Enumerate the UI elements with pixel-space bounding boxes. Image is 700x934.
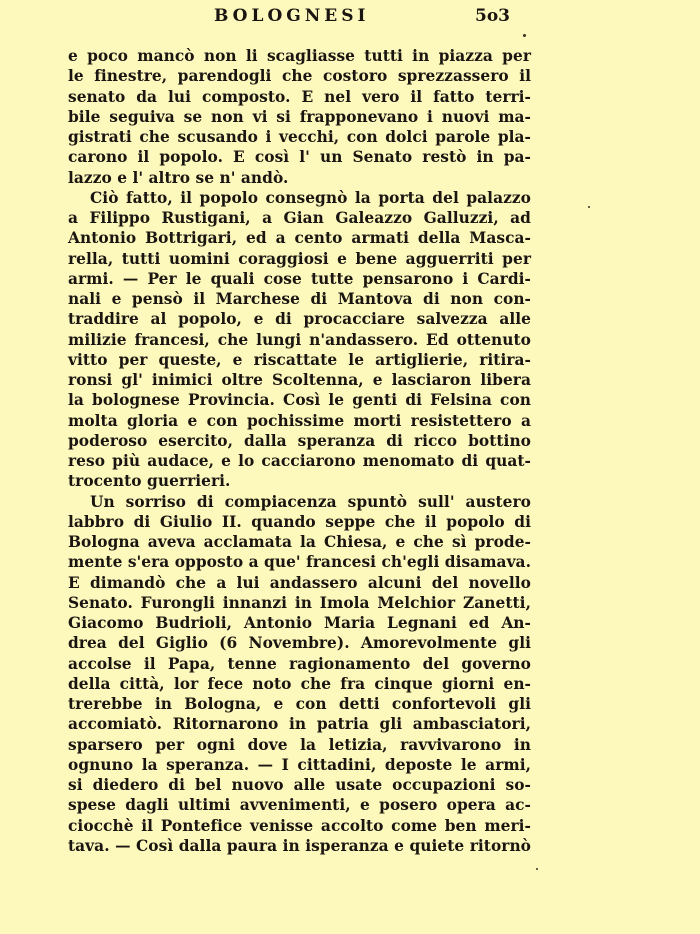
page-number: 5o3	[475, 6, 510, 26]
text-line: carono il popolo. E così l' un Senato restò in pa-	[68, 148, 531, 167]
text-line: Bologna aveva acclamata la Chiesa, e che sì prode-	[68, 533, 531, 551]
text-line: della città, lor fece noto che fra cinque giorni en-	[68, 674, 531, 693]
text-line: Antonio Bottrigari, ed a cento armati della Masca-	[68, 229, 531, 248]
text-line: nali e pensò il Marchese di Mantova di non con-	[68, 290, 531, 308]
text-line: reso più audace, e lo cacciarono menomato di quat-	[68, 452, 531, 470]
text-line: lazzo e l' altro se n' andò.	[68, 168, 289, 187]
paper-speck	[536, 868, 538, 870]
text-line: ognuno la speranza. — I cittadini, deposte le armi,	[68, 755, 531, 774]
text-line: accolse il Papa, tenne ragionamento del governo	[68, 654, 531, 673]
text-line: sparsero per ogni dove la letizia, ravvivarono in	[68, 735, 531, 754]
text-line: Un sorriso di compiacenza spuntò sull' austero	[90, 492, 531, 511]
body-text	[68, 46, 531, 856]
text-line: traddire al popolo, e di procacciare salvezza alle	[68, 310, 531, 329]
text-line: milizie francesi, che lungi n'andassero. Ed ottenuto	[68, 330, 531, 349]
text-line: E dimandò che a lui andassero alcuni del novello	[68, 573, 531, 592]
text-line: ciocchè il Pontefice venisse accolto come ben meri-	[68, 816, 531, 835]
text-line: mente s'era opposto a que' francesi ch'egli disamava.	[68, 553, 531, 572]
text-line: la bolognese Provincia. Così le genti di Felsina con	[68, 391, 531, 410]
text-line: poderoso esercito, dalla speranza di ricco bottino	[68, 431, 531, 450]
text-line: rella, tutti uomini coraggiosi e bene agguerriti per	[68, 249, 531, 268]
text-line: bile seguiva se non vi si frapponevano i nuovi ma-	[68, 107, 531, 126]
text-line: labbro di Giulio II. quando seppe che il popolo di	[68, 512, 531, 531]
text-line: si diedero di bel nuovo alle usate occupazioni so-	[68, 776, 531, 794]
text-line: trerebbe in Bologna, e con detti confortevoli gli	[68, 695, 531, 713]
paper-speck	[588, 206, 590, 208]
text-line: spese dagli ultimi avvenimenti, e posero opera ac-	[68, 796, 531, 815]
text-line: ronsi gl' inimici oltre Scoltenna, e lasciaron libera	[68, 371, 531, 389]
text-line: vitto per queste, e riscattate le artiglierie, ritira-	[68, 350, 531, 369]
text-line: drea del Giglio (6 Novembre). Amorevolmente gli	[68, 634, 531, 653]
text-line: tava. — Così dalla paura in isperanza e quiete ritornò	[68, 836, 531, 855]
text-line: Senato. Furongli innanzi in Imola Melchior Zanetti,	[68, 593, 531, 612]
text-line: a Filippo Rustigani, a Gian Galeazzo Galluzzi, ad	[68, 209, 531, 227]
text-line: accomiatò. Ritornarono in patria gli ambasciatori,	[68, 715, 531, 734]
text-line: e poco mancò non li scagliasse tutti in piazza per	[68, 47, 531, 65]
text-line: trocento guerrieri.	[68, 472, 231, 491]
text-line: armi. — Per le quali cose tutte pensarono i Cardi-	[68, 269, 531, 288]
text-line: Giacomo Budrioli, Antonio Maria Legnani ed An-	[68, 614, 531, 632]
running-title: BOLOGNESI	[214, 6, 370, 26]
paper-speck	[523, 34, 526, 37]
text-line: le finestre, parendogli che costoro sprezzassero il	[68, 67, 531, 86]
text-line: Ciò fatto, il popolo consegnò la porta del palazzo	[90, 188, 531, 207]
text-line: gistrati che scusando i vecchi, con dolci parole pla-	[68, 128, 531, 146]
text-line: senato da lui composto. E nel vero il fatto terri-	[68, 87, 531, 106]
text-line: molta gloria e con pochissime morti resistettero a	[68, 411, 531, 430]
